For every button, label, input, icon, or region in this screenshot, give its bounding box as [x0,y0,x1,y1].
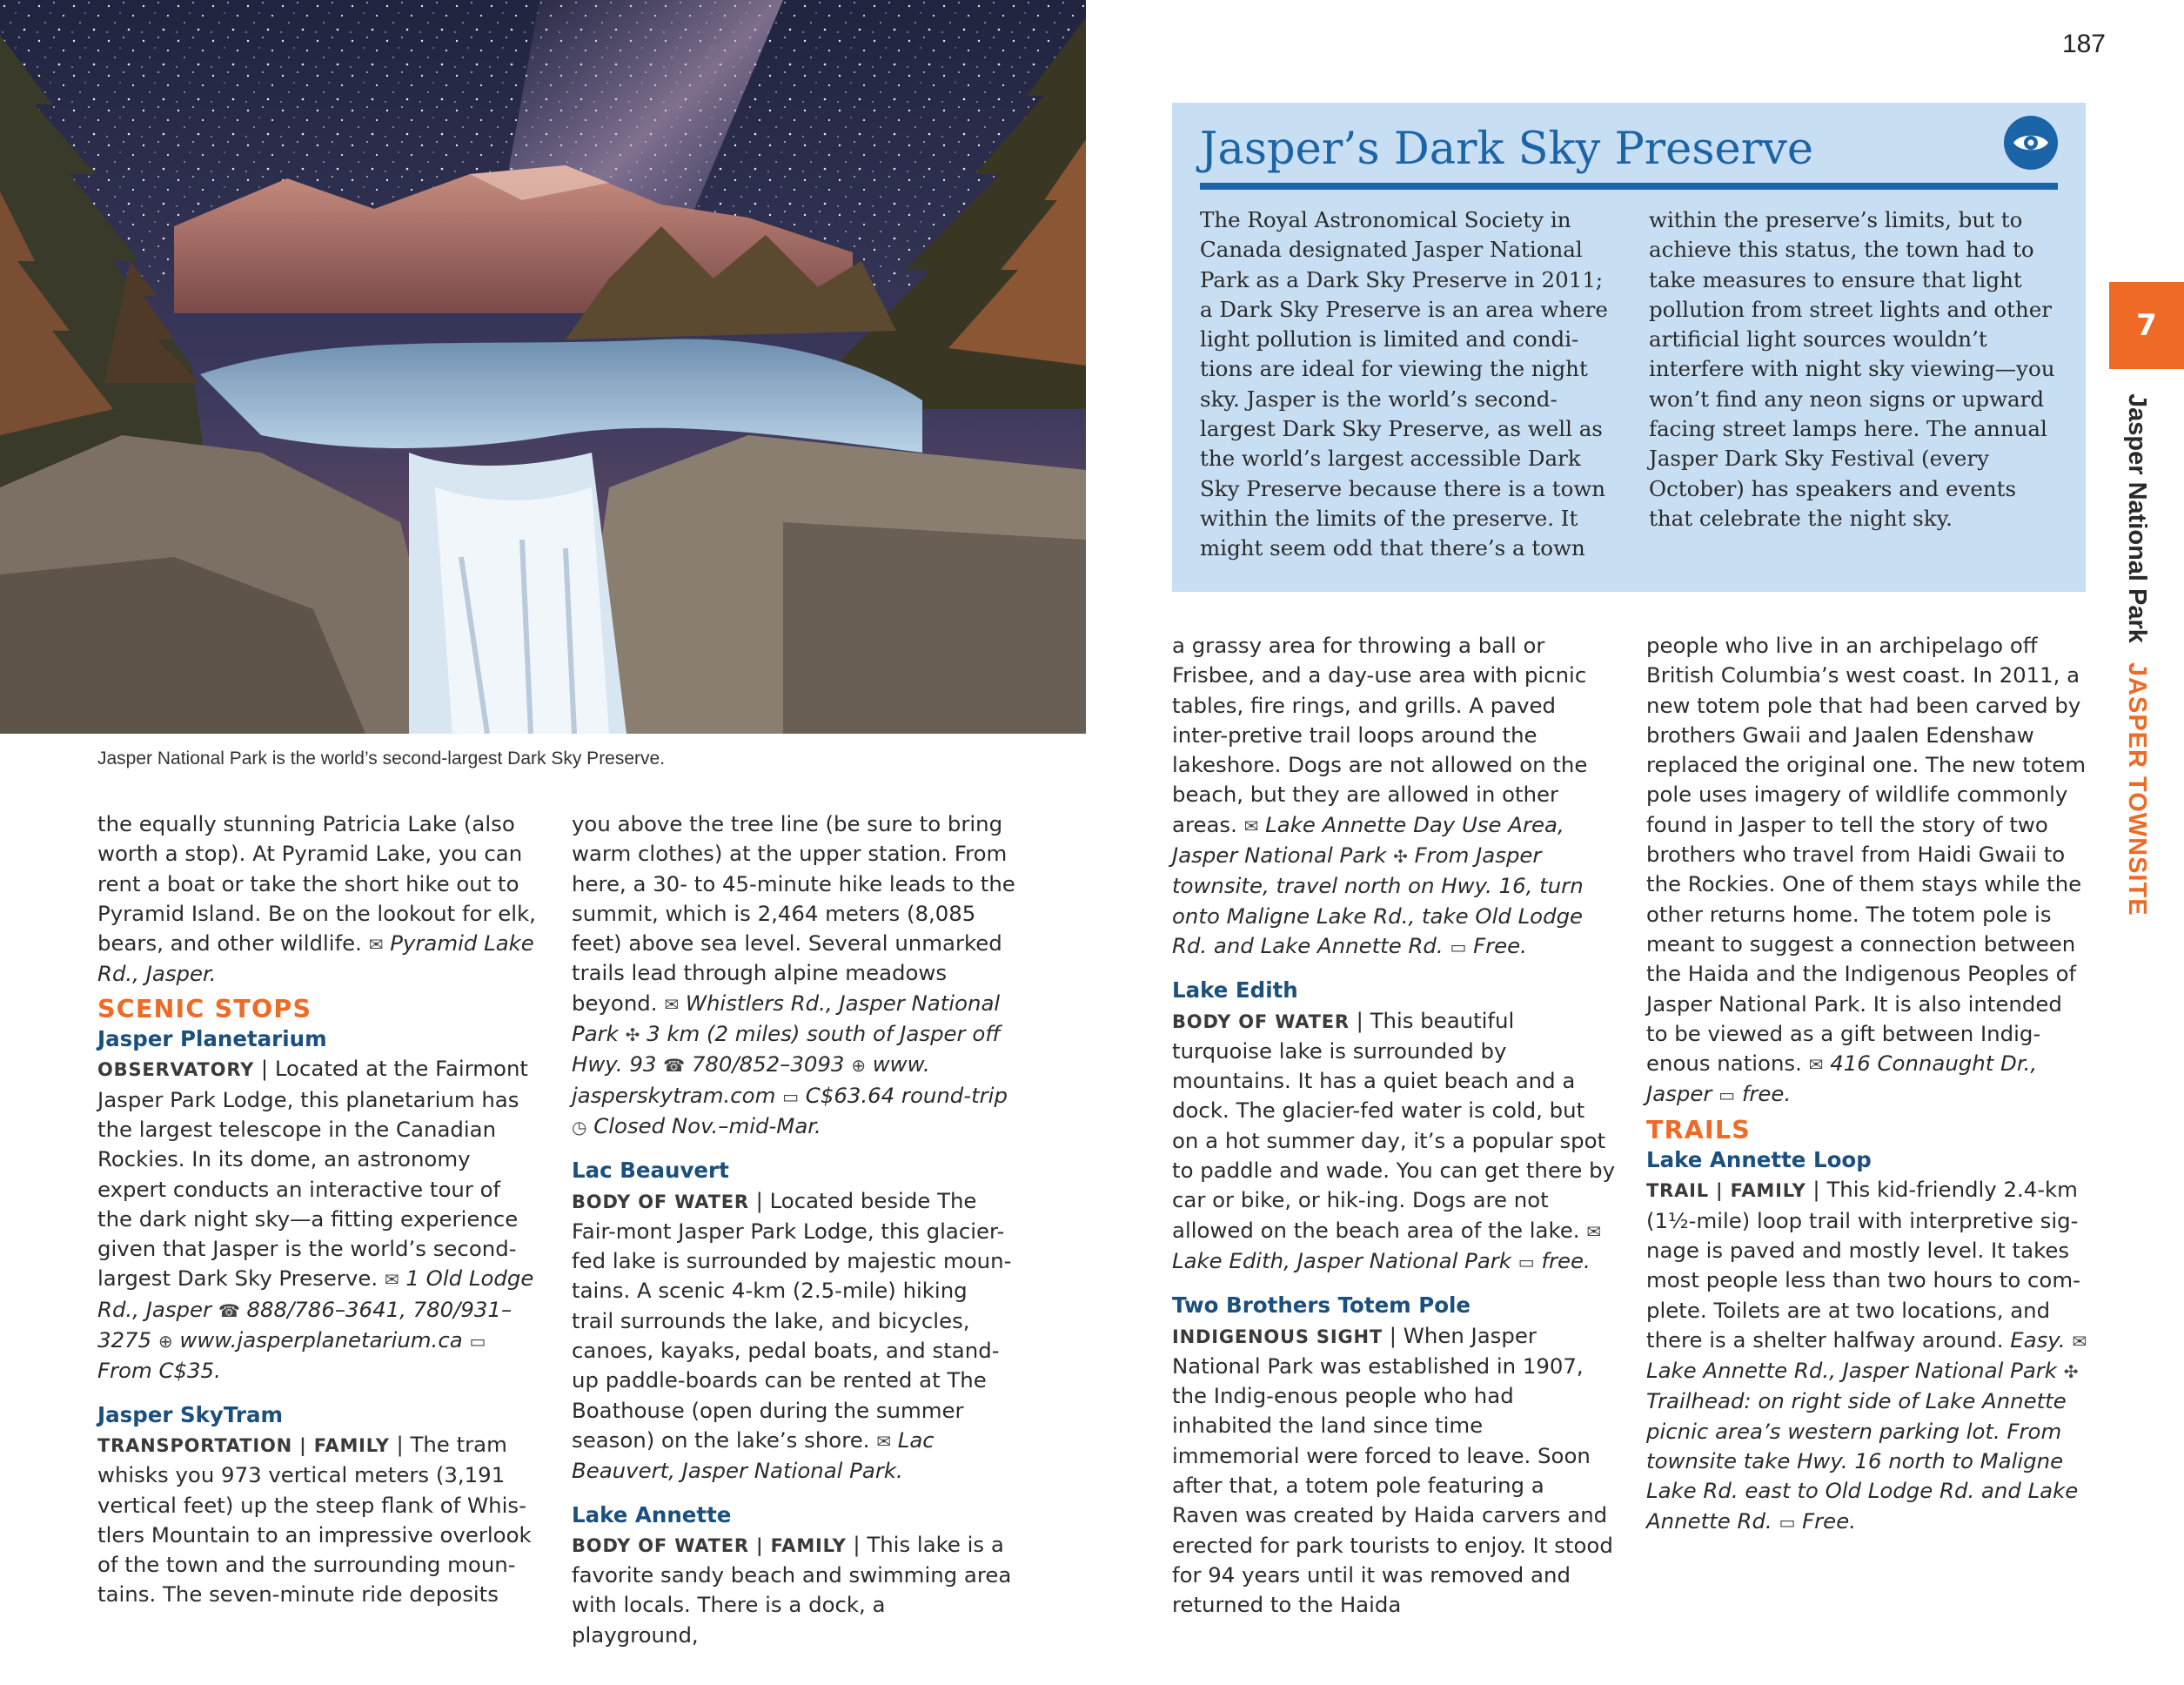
lake-annette-loop-text: This kid-friendly 2.4-km (1½-mile) loop trail with interpretive sig-nage is paved and mostly level. It takes most people less than two hours to com-plete. Toilets are at two locations, and there is a shelter halfway around. [1646,1177,2080,1353]
sidebar-title-rule [1200,183,2058,190]
entry-title-lake-annette: Lake Annette [572,1501,732,1527]
lac-beauvert-address: Lac Beauvert, Jasper National Park. [572,1427,935,1484]
lake-annette-loop-address: Lake Annette Rd., Jasper National Park [1646,1358,2057,1384]
text-column-1 [97,809,541,1610]
skytram-price: C$63.64 round-trip [805,1082,1008,1108]
directions-icon: ✣ [2063,1361,2079,1383]
planetarium-address: 1 Old Lodge Rd., Jasper [97,1265,534,1322]
web-icon: ⊕ [157,1331,173,1353]
skytram-address: Whistlers Rd., Jasper National Park [572,990,1001,1047]
lake-annette-loop-directions: Trailhead: on right side of Lake Annette picnic area’s western parking lot. From townsite take Hwy. 16 north to Maligne Lake Rd. east to Old Lodge Rd. and Lake Annette Rd. [1646,1388,2079,1534]
mail-icon: ✉ [1808,1054,1824,1076]
lake-annette-tags: BODY OF WATER | FAMILY [572,1534,847,1556]
chapter-section: JASPER TOWNSITE [2123,661,2151,916]
lake-annette-price: Free. [1473,932,1527,958]
entry-title-skytram: Jasper SkyTram [97,1401,284,1427]
ticket-icon: ▭ [782,1085,800,1107]
ticket-icon: ▭ [1779,1511,1796,1533]
lac-beauvert-text: Located beside The Fair-mont Jasper Park Lodge, this glacier-fed lake is surrounded by majestic moun-tains. A scenic 4-km (2.5-mile) hiking trail surrounds the lake, and bicycles, canoes, kayaks, pedal boats, and stand-up paddle-boards can be rented at The Boathouse (open during the summer season) on the lake’s shore. [572,1187,1012,1453]
ticket-icon: ▭ [1517,1251,1535,1272]
mail-icon: ✉ [1243,815,1259,836]
skytram-hours: Closed Nov.–mid-Mar. [593,1112,821,1138]
planetarium-phone: 888/786–3641, 780/931–3275 [97,1296,513,1353]
planetarium-price: From C$35. [97,1358,221,1384]
chapter-number-tab: 7 [2109,282,2184,369]
pyramid-lake-address: Pyramid Lake Rd., Jasper. [97,930,534,987]
skytram-web: www. jasperskytram.com [572,1051,930,1108]
phone-icon: ☎ [218,1299,240,1321]
text-column-3 [1172,631,1616,1621]
lac-beauvert-tags: BODY OF WATER [572,1191,749,1212]
entry-title-totem-pole: Two Brothers Totem Pole [1172,1292,1471,1319]
skytram-paragraph: TRANSPORTATION | FAMILY | The tram whisks you 973 vertical meters (3,191 vertical feet) up the steep flank of Whis-tlers Mountain to an impressive overlook of the town and the surrounding moun-tains. The seven-minute ride deposits [97,1431,532,1608]
totem-pole-continued-paragraph [1646,631,2090,1111]
chapter-title: Jasper National Park [2123,393,2151,643]
photo-caption: Jasper National Park is the world’s second-largest Dark Sky Preserve. [97,749,666,769]
mail-icon: ✉ [2072,1330,2087,1352]
entry-title-lake-annette-loop: Lake Annette Loop [1646,1147,1872,1173]
sidebar-paragraph-1: The Royal Astronomical Society in Canada designated Jasper National Park as a Dark Sky Preserve in 2011; a Dark Sky Preserve is an area where light pollution is limited and condi-tions are ideal for viewing the night sky. Jasper is the world’s second-largest Dark Sky Preserve, as well as the world’s largest accessible Dark Sky Preserve because there is a town within the limits of the preserve. It might seem odd that there’s a town [1200,207,1608,561]
lake-annette-address: Lake Annette Day Use Area, Jasper National Park [1172,811,1564,869]
planetarium-tags: OBSERVATORY [97,1059,255,1081]
dark-sky-photo [0,0,1086,734]
skytram-continued-paragraph [572,809,1015,1142]
ticket-icon: ▭ [1718,1084,1736,1106]
planetarium-web: www.jasperplanetarium.ca [179,1327,463,1353]
text-column-4 [1646,631,2090,1537]
pyramid-lake-paragraph [97,809,541,990]
lake-annette-continued-text: a grassy area for throwing a ball or Frisbee, and a day-use area with picnic tables, fire rings, and grills. A paved inter-pretive trail loops around the lakeshore. Dogs are not allowed on the beach, but they are allowed in other areas. [1172,633,1588,837]
directions-icon: ✣ [1393,846,1408,868]
sidebar-text-column-1 [1200,205,1609,564]
lake-edith-paragraph: BODY OF WATER | This beautiful turquoise lake is surrounded by mountains. It has a quiet beach and a dock. The glacier-fed water is cold, but on a hot summer day, it’s a popular spot to paddle and wade. You can get there by car or bike, or hik-ing. Dogs are not allowed on the beach area of the lake. ✉ Lake Edith, Jasper National Park ▭ free. [1172,1007,1616,1273]
lake-edith-price: free. [1541,1247,1591,1273]
lac-beauvert-paragraph: BODY OF WATER | Located beside The Fair-mont Jasper Park Lodge, this glacier-fed lake is surrounded by majestic moun-tains. A scenic 4-km (2.5-mile) hiking trail surrounds the lake, and bicycles, canoes, kayaks, pedal boats, and stand-up paddle-boards can be rented at The Boathouse (open during the summer season) on the lake’s shore. ✉ Lac Beauvert, Jasper National Park. [572,1187,1012,1484]
section-heading-scenic-stops: SCENIC STOPS [97,994,312,1024]
lake-edith-address: Lake Edith, Jasper National Park [1172,1247,1511,1273]
sidebar-title: Jasper’s Dark Sky Preserve [1200,124,1814,175]
text-column-2 [572,809,1015,1650]
lake-annette-paragraph: BODY OF WATER | FAMILY | This lake is a favorite sandy beach and swimming area with locals. There is a dock, a playground, [572,1531,1012,1648]
mail-icon: ✉ [384,1269,399,1291]
sidebar-paragraph-2: within the preserve’s limits, but to achieve this status, the town had to take measures to ensure that light pollution from street lights and other artificial light sources wouldn’t interfere with night sky viewing—you won’t find any neon signs or upward facing street lamps here. The annual Jasper Dark Sky Festival (every October) has speakers and events that celebrate the night sky. [1649,207,2055,531]
entry-title-planetarium: Jasper Planetarium [97,1026,327,1052]
lake-annette-loop-paragraph: TRAIL | FAMILY | This kid-friendly 2.4-km (1½-mile) loop trail with interpretive sig-nage is paved and mostly level. It takes most people less than two hours to com-plete. Toilets are at two locations, and there is a shelter halfway around. Easy. ✉ Lake Annette Rd., Jasper National Park ✣ Trailhead: on right side of Lake Annette picnic area’s western parking lot. From townsite take Hwy. 16 north to Maligne Lake Rd. east to Old Lodge Rd. and Lake Annette Rd. ▭ Free. [1646,1177,2087,1534]
skytram-directions: 3 km (2 miles) south of Jasper off Hwy. 93 [572,1021,1001,1077]
clock-icon: ◷ [572,1116,587,1138]
totem-pole-continued-text: people who live in an archipelago off British Columbia’s west coast. In 2011, a new totem pole that had been carved by brothers Gwaii and Jaalen Edenshaw replaced the original one. The new totem pole uses imagery of wildlife commonly found in Jasper to tell the story of two brothers who travel from Haidi Gwaii to the Rockies. One of them stays while the other returns home. The totem pole is meant to suggest a connection between the Haida and the Indigenous Peoples of Jasper National Park. It is also intended to be viewed as a gift between Indig-enous nations. [1646,633,2087,1077]
lake-annette-directions: From Jasper townsite, travel north on Hwy. 16, turn onto Maligne Lake Rd., take Old Lodge Rd. and Lake Annette Rd. [1172,842,1584,958]
totem-pole-paragraph: INDIGENOUS SIGHT | When Jasper National Park was established in 1907, the Indig-enous people who had inhabited the land since time immemorial were forced to leave. Soon after that, a totem pole featuring a Raven was created by Haida carvers and erected for park tourists to enjoy. It stood for 94 years until it was removed and returned to the Haida [1172,1322,1613,1618]
totem-pole-text: When Jasper National Park was established in 1907, the Indig-enous people who had inhabited the land since time immemorial were forced to leave. Soon after that, a totem pole featuring a Raven was created by Haida carvers and erected for park tourists to enjoy. It stood for 94 years until it was removed and returned to the Haida [1172,1322,1613,1618]
pyramid-lake-text: the equally stunning Patricia Lake (also worth a stop). At Pyramid Lake, you can rent a boat or take the short hike out to Pyramid Island. Be on the lookout for elk, bears, and other wildlife. [97,811,536,957]
entry-title-lac-beauvert: Lac Beauvert [572,1158,729,1184]
directions-icon: ✣ [625,1024,640,1046]
lake-annette-loop-difficulty: Easy. [2010,1326,2066,1353]
lake-annette-loop-price: Free. [1802,1507,1856,1534]
mail-icon: ✉ [368,934,384,956]
dark-sky-sidebar [1172,103,2086,592]
sidebar-text-column-2 [1649,205,2058,534]
skytram-phone: 780/852–3093 [691,1051,845,1077]
skytram-continued-text: you above the tree line (be sure to bring warm clothes) at the upper station. From here, a 30- to 45-minute hike leads to the summit, which is 2,464 meters (8,085 feet) above sea level. Several unmarked trails lead through alpine meadows beyond. [572,811,1015,1016]
totem-pole-price: free. [1741,1081,1792,1107]
totem-pole-address: 416 Connaught Dr., Jasper [1646,1051,2038,1107]
web-icon: ⊕ [851,1055,866,1077]
planetarium-paragraph: OBSERVATORY | Located at the Fairmont Jasper Park Lodge, this planetarium has the largest telescope in the Canadian Rockies. In its dome, an astronomy expert conducts an interactive tour of the dark night sky—a fitting experience given that Jasper is the world’s second-largest Dark Sky Preserve. ✉ 1 Old Lodge Rd., Jasper ☎ 888/786–3641, 780/931–3275 ⊕ www.jasperplanetarium.ca ▭ From C$35. [97,1056,534,1384]
skytram-text: The tram whisks you 973 vertical meters (3,191 vertical feet) up the steep flank of Whis-tlers Mountain to an impressive overlook of the town and the surrounding moun-tains. The seven-minute ride deposits [97,1431,532,1608]
lake-edith-text: This beautiful turquoise lake is surrounded by mountains. It has a quiet beach and a dock. The glacier-fed water is cold, but on a hot summer day, it’s a popular spot to paddle and wade. You can get there by car or bike, or hik-ing. Dogs are not allowed on the beach area of the lake. [1172,1007,1616,1243]
planetarium-text: Located at the Fairmont Jasper Park Lodge, this planetarium has the largest telescope in the Canadian Rockies. In its dome, an astronomy expert conducts an interactive tour of the dark night sky—a fitting experience given that Jasper is the world’s second-largest Dark Sky Preserve. [97,1056,528,1292]
mail-icon: ✉ [1586,1220,1602,1242]
lake-annette-continued-paragraph [1172,631,1616,962]
eye-icon [2004,116,2058,170]
entry-title-lake-edith: Lake Edith [1172,977,1298,1004]
lake-edith-tags: BODY OF WATER [1172,1010,1350,1032]
totem-pole-tags: INDIGENOUS SIGHT [1172,1326,1383,1347]
mail-icon: ✉ [876,1430,891,1452]
page-number: 187 [2061,30,2106,58]
ticket-icon: ▭ [1450,936,1467,957]
skytram-tags: TRANSPORTATION | FAMILY [97,1434,390,1456]
chapter-running-head [2111,393,2163,916]
mail-icon: ✉ [664,993,680,1015]
lake-annette-text: This lake is a favorite sandy beach and swimming area with locals. There is a dock, a playground, [572,1531,1012,1648]
section-heading-trails: TRAILS [1646,1115,1751,1145]
phone-icon: ☎ [663,1055,686,1077]
lake-annette-loop-tags: TRAIL | FAMILY [1646,1180,1806,1202]
ticket-icon: ▭ [469,1331,486,1353]
